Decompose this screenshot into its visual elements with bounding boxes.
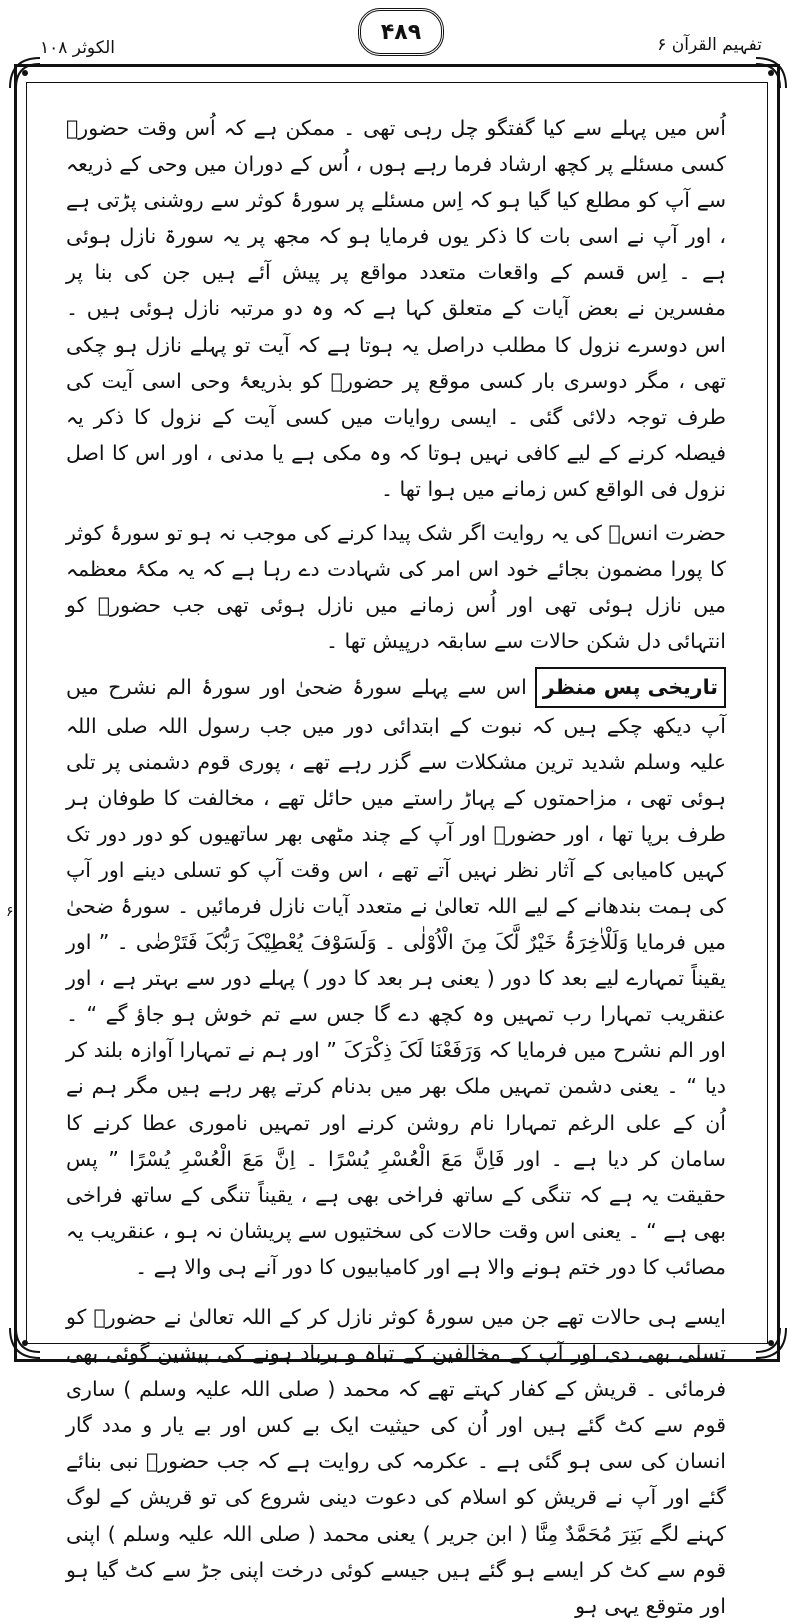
- corner-ornament-icon: [754, 1326, 788, 1360]
- book-title: تفہیم القرآن ۶: [657, 35, 762, 55]
- corner-ornament-icon: [754, 56, 788, 90]
- page-body: [66, 110, 726, 1624]
- chapter-label: الکوثر ۱۰۸: [40, 38, 115, 58]
- page-header: [0, 0, 796, 70]
- paragraph-with-heading: [66, 667, 726, 1285]
- section-title: تاریخی پس منظر: [535, 667, 726, 707]
- paragraph-text: اس سے پہلے سورۂ ضحیٰ اور سورۂ الم نشرح میں آپ دیکھ چکے ہیں کہ نبوت کے ابتدائی دور میں جب رسول اللہ صلی اللہ علیہ وسلم شدید ترین مشکلات سے گزر رہے تھے ، پوری قوم دشمنی پر تلی ہوئی تھی ، مزاحمتوں کے پہاڑ راستے میں حائل تھے ، مخالفت کا طوفان ہر طرف برپا تھا ، اور حضورؐ اور آپ کے چند مٹھی بھر ساتھیوں کو دور دور تک کہیں کامیابی کے آثار نظر نہیں آتے تھے ، اس وقت آپ کو تسلی دینے اور آپ کی ہمت بندھانے کے لیے اللہ تعالیٰ نے متعدد آیات نازل فرمائیں ۔ سورۂ ضحیٰ میں فرمایا وَلَلْاٰخِرَۃُ خَیْرٌ لَّکَ مِنَ الْاُوْلٰی ۔ وَلَسَوْفَ یُعْطِیْکَ رَبُّکَ فَتَرْضٰی ۔ ” اور یقیناً تمہارے لیے بعد کا دور ( یعنی ہر بعد کا دور ) پہلے دور سے بہتر ہے ، اور عنقریب تمہارا رب تمہیں وہ کچھ دے گا جس سے تم خوش ہو جاؤ گے “ ۔ اور الم نشرح میں فرمایا کہ وَرَفَعْنَا لَکَ ذِکْرَکَ ” اور ہم نے تمہارا آوازہ بلند کر دیا “ ۔ یعنی دشمن تمہیں ملک بھر میں بدنام کرتے پھر رہے ہیں مگر ہم نے اُن کے علی الرغم تمہارا نام روشن کرنے اور تمہیں ناموری عطا کرنے کا سامان کر دیا ہے ۔ اور فَاِنَّ مَعَ الْعُسْرِ یُسْرًا ۔ اِنَّ مَعَ الْعُسْرِ یُسْرًا ” پس حقیقت یہ ہے کہ تنگی کے ساتھ فراخی بھی ہے ، یقیناً تنگی کے ساتھ فراخی بھی ہے “ ۔ یعنی اس وقت حالات کی سختیوں سے پریشان نہ ہو ، عنقریب یہ مصائب کا دور ختم ہونے والا ہے اور کامیابیوں کا دور آنے ہی والا ہے ۔: [66, 675, 726, 1279]
- page-number-badge: [358, 8, 444, 56]
- corner-ornament-icon: [8, 56, 42, 90]
- paragraph: حضرت انسؓ کی یہ روایت اگر شک پیدا کرنے کی موجب نہ ہو تو سورۂ کوثر کا پورا مضمون بجائے خود اس امر کی شہادت دے رہا ہے کہ یہ مکۂ معظمہ میں نازل ہوئی تھی اور اُس زمانے میں نازل ہوئی تھی جب حضورؐ کو انتہائی دل شکن حالات سے سابقہ درپیش تھا ۔: [66, 521, 726, 654]
- paragraph: اُس میں پہلے سے کیا گفتگو چل رہی تھی ۔ ممکن ہے کہ اُس وقت حضورؐ کسی مسئلے پر کچھ ارشاد فرما رہے ہوں ، اُس کے دوران میں وحی کے ذریعہ سے آپ کو مطلع کیا گیا ہو کہ اِس مسئلے پر سورۂ کوثر سے روشنی پڑتی ہے ، اور آپ نے اسی بات کا ذکر یوں فرمایا ہو کہ مجھ پر یہ سورۃ نازل ہوئی ہے ۔ اِس قسم کے واقعات متعدد مواقع پر پیش آئے ہیں جن کی بنا پر مفسرین نے بعض آیات کے متعلق کہا ہے کہ وہ دو مرتبہ نازل ہوئی ہیں ۔ اس دوسرے نزول کا مطلب دراصل یہ ہوتا ہے کہ آیت تو پہلے نازل ہو چکی تھی ، مگر دوسری بار کسی موقع پر حضورؐ کو بذریعۂ وحی اسی آیت کی طرف توجہ دلائی گئی ۔ ایسی روایات میں کسی آیت کے نزول کا ذکر یہ فیصلہ کرنے کے لیے کافی نہیں ہوتا کہ وہ مکی ہے یا مدنی ، اور اس کا اصل نزول فی الواقع کس زمانے میں ہوا تھا ۔: [66, 116, 726, 501]
- corner-ornament-icon: [8, 1326, 42, 1360]
- page-number: ۴۸۹: [380, 19, 422, 45]
- paragraph: ایسے ہی حالات تھے جن میں سورۂ کوثر نازل کر کے اللہ تعالیٰ نے حضورؐ کو تسلی بھی دی اور آپ کے مخالفین کے تباہ و برباد ہونے کی پیشین گوئی بھی فرمائی ۔ قریش کے کفار کہتے تھے کہ محمد ( صلی اللہ علیہ وسلم ) ساری قوم سے کٹ گئے ہیں اور اُن کی حیثیت ایک بے کس اور بے یار و مدد گار انسان کی سی ہو گئی ہے ۔ عکرمہ کی روایت ہے کہ جب حضورؐ نبی بنائے گئے اور آپ نے قریش کو اسلام کی دعوت دینی شروع کی تو قریش کے لوگ کہنے لگے بَتِرَ مُحَمَّدٌ مِنَّا ( ابن جریر ) یعنی محمد ( صلی اللہ علیہ وسلم ) اپنی قوم سے کٹ کر ایسے ہو گئے ہیں جیسے کوئی درخت اپنی جڑ سے کٹ گیا ہو اور متوقع یہی ہو: [66, 1305, 726, 1618]
- margin-mark: ۶: [6, 904, 14, 920]
